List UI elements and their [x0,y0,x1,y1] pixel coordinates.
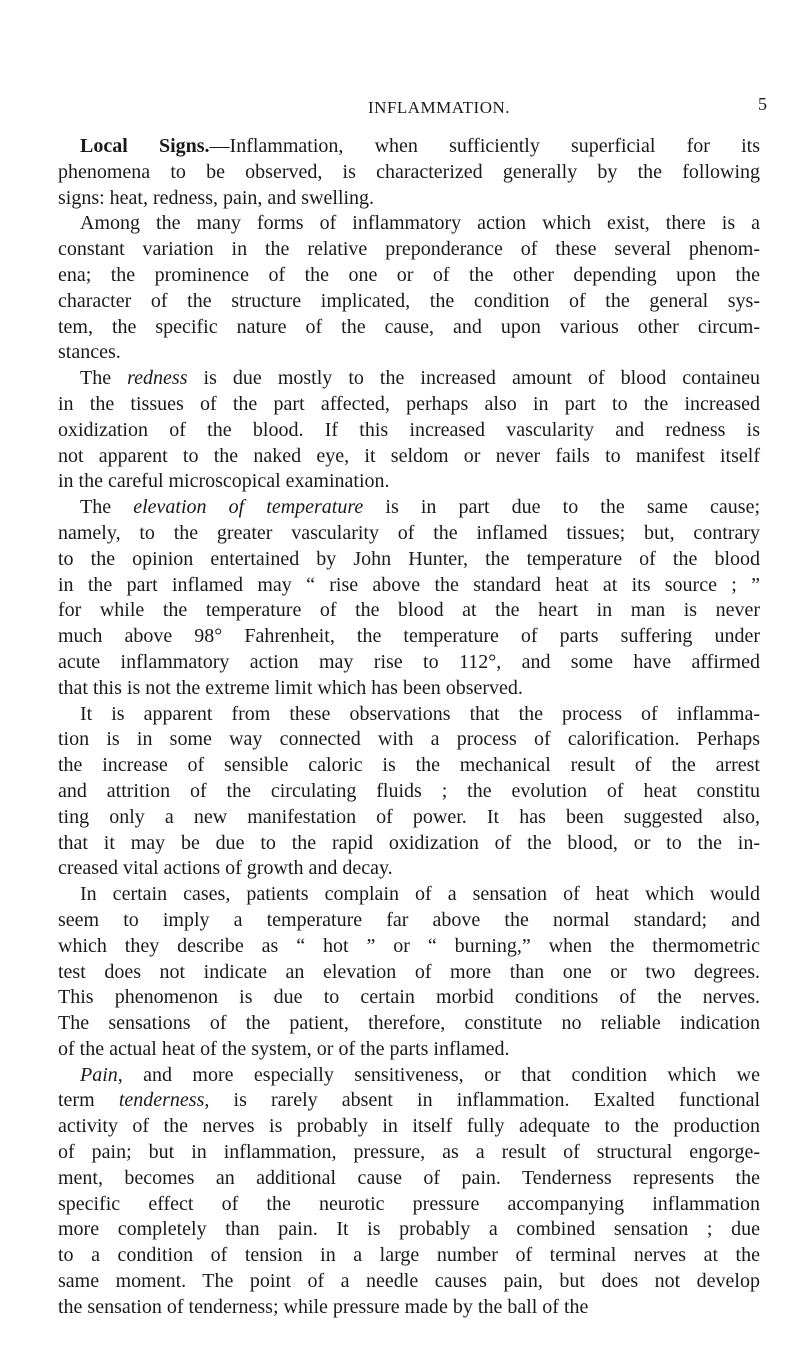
text-line: in the tissues of the part affected, perhaps also in part to the increased [58,392,760,415]
paragraph-forms [58,211,760,366]
text-line: of the actual heat of the system, or of the parts inflamed. [58,1037,510,1060]
text-line: seem to imply a temperature far above the normal standard; and [58,908,760,931]
text-line: more completely than pain. It is probably a combined sensation ; due [58,1218,760,1241]
paragraph-calorification [58,702,760,883]
text-line: the increase of sensible caloric is the mechanical result of the arrest [58,754,760,777]
text-line: the sensation of tenderness; while pressure made by the ball of the [58,1295,589,1318]
text-line: not apparent to the naked eye, it seldom or never fails to manifest itself [58,444,760,467]
text-line: Pain, and more especially sensitiveness, or that condition which we [80,1063,760,1086]
text-line: In certain cases, patients complain of a sensation of heat which would [80,883,760,906]
text-line: constant variation in the relative preponderance of these several phenom- [58,238,760,261]
paragraph-redness [58,366,760,495]
text-line: tem, the specific nature of the cause, and upon various other circum- [58,315,760,338]
text-line: signs: heat, redness, pain, and swelling. [58,186,375,209]
text-line: test does not indicate an elevation of more than one or two degrees. [58,960,760,983]
paragraph-local-signs [58,134,760,211]
text-line: namely, to the greater vascularity of the inflamed tissues; but, contrary [58,521,760,544]
body-text [58,134,760,1321]
italic-term: tenderness [118,1089,205,1112]
paragraph-temperature [58,495,760,701]
text-line: which they describe as “ hot ” or “ burning,” when the thermometric [58,934,760,957]
text-line: stances. [58,341,121,364]
text-line: The redness is due mostly to the increased amount of blood containeu [80,367,761,390]
running-head [0,94,800,128]
text-line: acute inflammatory action may rise to 112°, and some have affirmed [58,650,760,673]
paragraph-sensation [58,882,760,1063]
text-line: that it may be due to the rapid oxidization of the blood, or to the in- [58,831,760,854]
text-line: activity of the nerves is probably in itself fully adequate to the production [58,1115,760,1138]
text-line: The elevation of temperature is in part due to the same cause; [80,496,761,519]
italic-term: elevation of temperature [133,496,364,519]
text-line: same moment. The point of a needle causes pain, but does not develop [58,1270,760,1293]
text-line: tion is in some way connected with a process of calorification. Perhaps [58,728,760,751]
text-line: ment, becomes an additional cause of pain. Tenderness represents the [58,1166,760,1189]
section-heading: Local Signs. [80,135,210,157]
text-line: to a condition of tension in a large number of terminal nerves at the [58,1244,760,1267]
text-line: character of the structure implicated, the condition of the general sys- [58,289,760,312]
running-title: INFLAMMATION. [368,98,511,117]
text-line: that this is not the extreme limit which has been observed. [58,676,523,699]
text-line: creased vital actions of growth and decay. [58,857,393,880]
text-line: It is apparent from these observations that the process of inflamma- [80,702,760,725]
text-line: Local Signs.—Inflammation, when sufficiently superficial for its [80,135,760,157]
text-line: in the part inflamed may “ rise above the standard heat at its source ; ” [58,573,760,596]
text-line: and attrition of the circulating fluids ; the evolution of heat constitu [58,779,760,802]
text-line: ting only a new manifestation of power. It has been suggested also, [58,805,760,828]
text-line: ena; the prominence of the one or of the other depending upon the [58,263,760,286]
text-line: term tenderness, is rarely absent in inflammation. Exalted functional [58,1089,760,1112]
page-number: 5 [758,94,767,114]
text-line: The sensations of the patient, therefore, constitute no reliable indication [58,1012,760,1035]
text-line: much above 98° Fahrenheit, the temperature of parts suffering under [58,625,760,648]
italic-term: redness [127,367,188,390]
text-line: phenomena to be observed, is characterized generally by the following [58,160,760,183]
text-line: in the careful microscopical examination. [58,470,390,493]
text-line: This phenomenon is due to certain morbid conditions of the nerves. [58,986,760,1009]
text-line: specific effect of the neurotic pressure accompanying inflammation [58,1192,760,1215]
text-line: to the opinion entertained by John Hunter, the temperature of the blood [58,547,760,570]
paragraph-pain [58,1063,760,1321]
text-line: of pain; but in inflammation, pressure, as a result of structural engorge- [58,1141,760,1164]
text-line: oxidization of the blood. If this increased vascularity and redness is [58,418,760,441]
text-line: for while the temperature of the blood at the heart in man is never [58,599,760,622]
italic-term: Pain [80,1063,118,1086]
text-line: Among the many forms of inflammatory action which exist, there is a [80,212,760,235]
